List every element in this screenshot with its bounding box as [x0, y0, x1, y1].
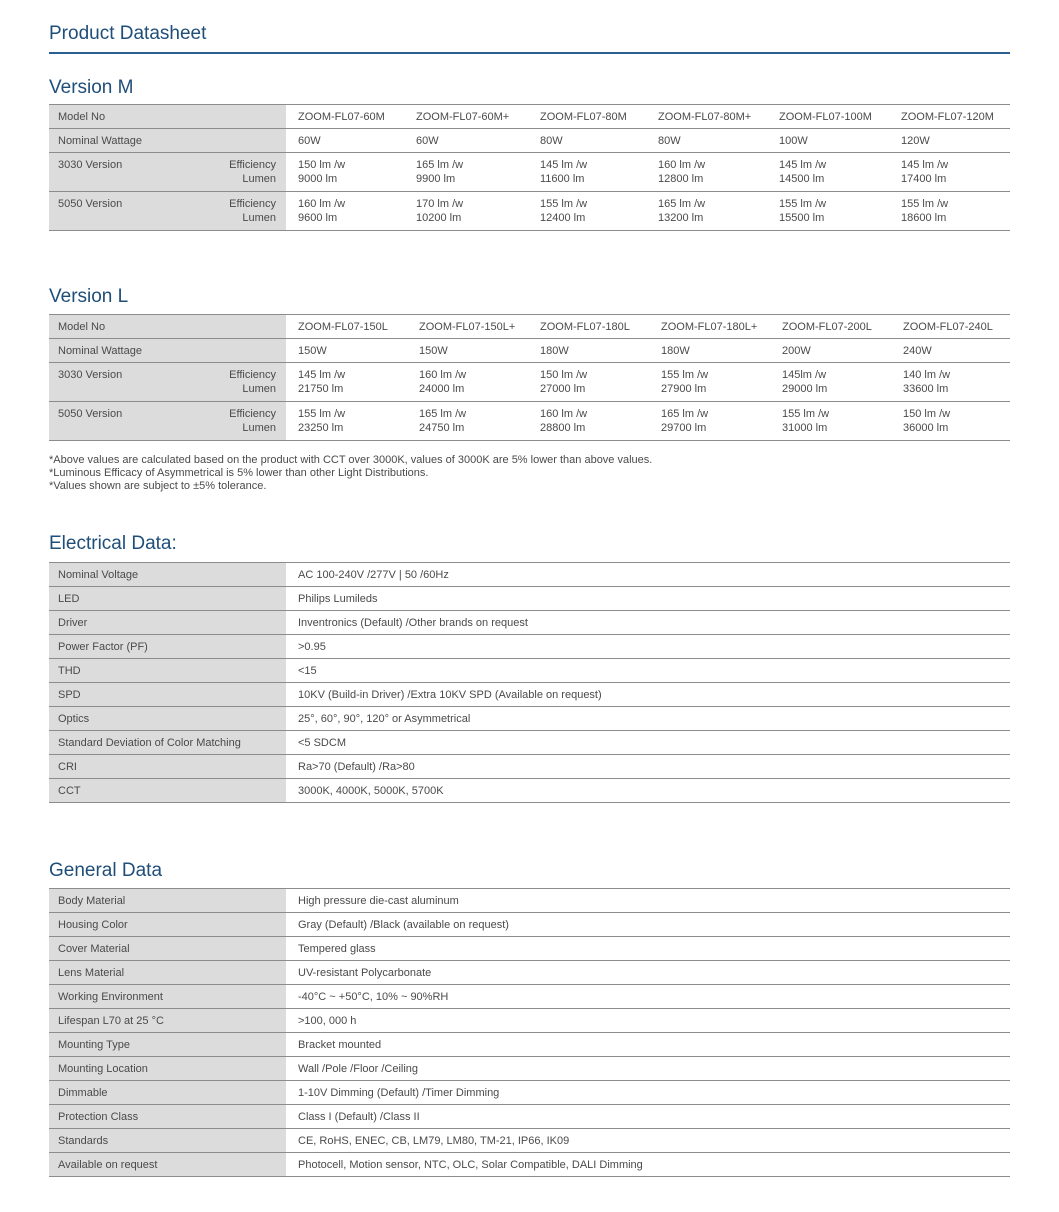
wattage-cell: 120W — [901, 134, 930, 147]
model-cell: ZOOM-FL07-200L — [782, 320, 872, 333]
spec-cell: 165 lm /w 29700 lm — [661, 408, 709, 434]
v5050-label: 5050 Version — [58, 408, 123, 420]
spec-label: CRI — [49, 755, 286, 779]
model-cell: ZOOM-FL07-240L — [903, 320, 993, 333]
table-row — [49, 1105, 1010, 1129]
efficiency-label: Efficiency — [229, 369, 276, 381]
spec-value: <15 — [298, 664, 317, 677]
table-row — [49, 563, 1010, 587]
table-row — [49, 889, 1010, 913]
wattage-cell: 240W — [903, 344, 932, 357]
spec-value: AC 100-240V /277V | 50 /60Hz — [298, 568, 449, 581]
spec-cell: 150 lm /w 9000 lm — [298, 159, 346, 185]
table-row — [49, 659, 1010, 683]
efficiency-label: Efficiency — [229, 198, 276, 210]
spec-label: Power Factor (PF) — [49, 635, 286, 659]
v3030-label: 3030 Version — [58, 159, 123, 171]
table-row — [49, 937, 1010, 961]
spec-label: Available on request — [49, 1153, 286, 1177]
table-row — [49, 961, 1010, 985]
model-cell: ZOOM-FL07-60M — [298, 110, 385, 123]
v5050-row — [49, 192, 1010, 231]
model-row — [49, 315, 1010, 339]
spec-cell: 160 lm /w 28800 lm — [540, 408, 588, 434]
table-row — [49, 985, 1010, 1009]
spec-cell: 165 lm /w 24750 lm — [419, 408, 467, 434]
spec-label: Optics — [49, 707, 286, 731]
spec-label: Working Environment — [49, 985, 286, 1009]
model-cell: ZOOM-FL07-60M+ — [416, 110, 510, 123]
spec-value: High pressure die-cast aluminum — [298, 894, 459, 907]
spec-label: THD — [49, 659, 286, 683]
wattage-label: Nominal Wattage — [49, 339, 286, 363]
table-row — [49, 1009, 1010, 1033]
spec-cell: 150 lm /w 27000 lm — [540, 369, 588, 395]
electrical-title: Electrical Data: — [49, 533, 177, 554]
spec-label: CCT — [49, 779, 286, 803]
efficiency-label: Efficiency — [229, 159, 276, 171]
spec-cell: 155 lm /w 15500 lm — [779, 198, 827, 224]
wattage-cell: 80W — [540, 134, 563, 147]
spec-value: 10KV (Build-in Driver) /Extra 10KV SPD (Available on request) — [298, 688, 602, 701]
spec-cell: 160 lm /w 24000 lm — [419, 369, 467, 395]
spec-value: CE, RoHS, ENEC, CB, LM79, LM80, TM-21, IP66, IK09 — [298, 1134, 570, 1147]
spec-value: Gray (Default) /Black (available on request) — [298, 918, 509, 931]
table-row — [49, 1153, 1010, 1177]
model-cell: ZOOM-FL07-150L — [298, 320, 388, 333]
table-row — [49, 1033, 1010, 1057]
spec-cell: 140 lm /w 33600 lm — [903, 369, 951, 395]
model-cell: ZOOM-FL07-180L+ — [661, 320, 758, 333]
model-cell: ZOOM-FL07-120M — [901, 110, 994, 123]
spec-cell: 165 lm /w 9900 lm — [416, 159, 464, 185]
general-title: General Data — [49, 860, 163, 881]
spec-value: Ra>70 (Default) /Ra>80 — [298, 760, 415, 773]
spec-value: 1-10V Dimming (Default) /Timer Dimming — [298, 1086, 500, 1099]
table-row — [49, 707, 1010, 731]
wattage-cell: 60W — [416, 134, 439, 147]
spec-label: Body Material — [49, 889, 286, 913]
spec-cell: 160 lm /w 12800 lm — [658, 159, 706, 185]
table-row — [49, 779, 1010, 803]
v5050-label-cell — [49, 402, 286, 441]
spec-cell: 170 lm /w 10200 lm — [416, 198, 464, 224]
spec-label: Standard Deviation of Color Matching — [49, 731, 286, 755]
footnotes — [49, 454, 652, 493]
spec-cell: 145 lm /w 21750 lm — [298, 369, 346, 395]
lumen-label: Lumen — [242, 212, 276, 224]
lumen-label: Lumen — [242, 422, 276, 434]
spec-cell: 145 lm /w 14500 lm — [779, 159, 827, 185]
spec-label: LED — [49, 587, 286, 611]
spec-value: Bracket mounted — [298, 1038, 382, 1051]
table-row — [49, 1129, 1010, 1153]
wattage-cell: 200W — [782, 344, 811, 357]
electrical-table — [49, 562, 1010, 803]
v3030-label-cell — [49, 363, 286, 402]
spec-value: UV-resistant Polycarbonate — [298, 966, 432, 979]
spec-cell: 165 lm /w 13200 lm — [658, 198, 706, 224]
wattage-cell: 150W — [419, 344, 448, 357]
spec-label: Mounting Location — [49, 1057, 286, 1081]
footnote: *Values shown are subject to ±5% tolerance. — [49, 480, 267, 492]
v5050-label: 5050 Version — [58, 198, 123, 210]
model-label: Model No — [49, 105, 286, 129]
spec-value: Inventronics (Default) /Other brands on request — [298, 616, 528, 629]
spec-label: SPD — [49, 683, 286, 707]
spec-value: Wall /Pole /Floor /Ceiling — [298, 1062, 419, 1075]
table-row — [49, 755, 1010, 779]
spec-value: Tempered glass — [298, 942, 376, 955]
version-m-table — [49, 104, 1010, 231]
wattage-cell: 150W — [298, 344, 327, 357]
spec-cell: 160 lm /w 9600 lm — [298, 198, 346, 224]
spec-value: <5 SDCM — [298, 736, 346, 749]
v3030-label-cell — [49, 153, 286, 192]
wattage-cell: 180W — [661, 344, 690, 357]
model-cell: ZOOM-FL07-150L+ — [419, 320, 516, 333]
spec-value: Class I (Default) /Class II — [298, 1110, 420, 1123]
spec-value: 25°, 60°, 90°, 120° or Asymmetrical — [298, 712, 471, 725]
spec-value: >100, 000 h — [298, 1014, 357, 1027]
v5050-row — [49, 402, 1010, 441]
spec-cell: 155 lm /w 23250 lm — [298, 408, 346, 434]
spec-cell: 145 lm /w 11600 lm — [540, 159, 588, 185]
lumen-label: Lumen — [242, 173, 276, 185]
table-row — [49, 635, 1010, 659]
wattage-row — [49, 129, 1010, 153]
spec-label: Lifespan L70 at 25 °C — [49, 1009, 286, 1033]
model-cell: ZOOM-FL07-80M+ — [658, 110, 752, 123]
spec-cell: 155 lm /w 12400 lm — [540, 198, 588, 224]
lumen-label: Lumen — [242, 383, 276, 395]
wattage-cell: 180W — [540, 344, 569, 357]
footnote: *Luminous Efficacy of Asymmetrical is 5% lower than other Light Distributions. — [49, 467, 429, 479]
spec-value: >0.95 — [298, 640, 326, 653]
table-row — [49, 913, 1010, 937]
footnote: *Above values are calculated based on the product with CCT over 3000K, values of 3000K are 5% lower than above values. — [49, 454, 653, 466]
model-row — [49, 105, 1010, 129]
spec-label: Cover Material — [49, 937, 286, 961]
wattage-cell: 80W — [658, 134, 681, 147]
table-row — [49, 587, 1010, 611]
model-label: Model No — [49, 315, 286, 339]
spec-cell: 155 lm /w 18600 lm — [901, 198, 949, 224]
spec-label: Nominal Voltage — [49, 563, 286, 587]
efficiency-label: Efficiency — [229, 408, 276, 420]
v3030-row — [49, 153, 1010, 192]
wattage-cell: 100W — [779, 134, 808, 147]
spec-value: Photocell, Motion sensor, NTC, OLC, Solar Compatible, DALI Dimming — [298, 1158, 643, 1171]
wattage-row — [49, 339, 1010, 363]
v3030-row — [49, 363, 1010, 402]
spec-label: Housing Color — [49, 913, 286, 937]
wattage-label: Nominal Wattage — [49, 129, 286, 153]
spec-label: Lens Material — [49, 961, 286, 985]
v5050-label-cell — [49, 192, 286, 231]
spec-label: Standards — [49, 1129, 286, 1153]
spec-value: 3000K, 4000K, 5000K, 5700K — [298, 784, 444, 797]
version-l-table — [49, 314, 1010, 441]
page-title: Product Datasheet — [49, 22, 1010, 54]
spec-cell: 145lm /w 29000 lm — [782, 369, 828, 395]
table-row — [49, 731, 1010, 755]
table-row — [49, 1057, 1010, 1081]
version-m-title: Version M — [49, 77, 134, 98]
model-cell: ZOOM-FL07-100M — [779, 110, 872, 123]
spec-value: -40°C ~ +50°C, 10% ~ 90%RH — [298, 990, 449, 1003]
spec-label: Protection Class — [49, 1105, 286, 1129]
general-table — [49, 888, 1010, 1177]
model-cell: ZOOM-FL07-80M — [540, 110, 627, 123]
spec-cell: 150 lm /w 36000 lm — [903, 408, 951, 434]
version-l-title: Version L — [49, 286, 129, 307]
spec-label: Dimmable — [49, 1081, 286, 1105]
table-row — [49, 683, 1010, 707]
spec-value: Philips Lumileds — [298, 592, 378, 605]
v3030-label: 3030 Version — [58, 369, 123, 381]
spec-label: Mounting Type — [49, 1033, 286, 1057]
spec-label: Driver — [49, 611, 286, 635]
spec-cell: 155 lm /w 27900 lm — [661, 369, 709, 395]
spec-cell: 145 lm /w 17400 lm — [901, 159, 949, 185]
spec-cell: 155 lm /w 31000 lm — [782, 408, 830, 434]
wattage-cell: 60W — [298, 134, 321, 147]
model-cell: ZOOM-FL07-180L — [540, 320, 630, 333]
table-row — [49, 1081, 1010, 1105]
table-row — [49, 611, 1010, 635]
